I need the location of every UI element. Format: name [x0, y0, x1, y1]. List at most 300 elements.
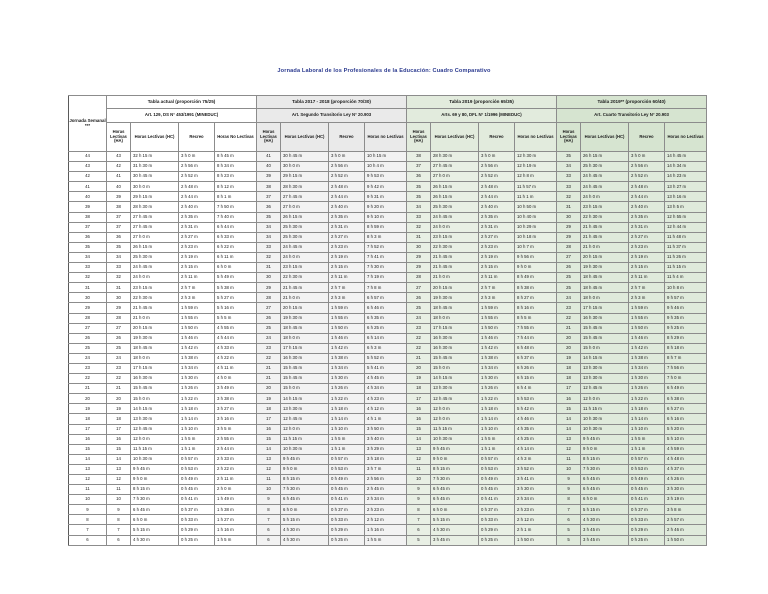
- cell-horas-no-lectivas: 3 h 30 m: [515, 485, 557, 495]
- cell-horas-lectivas-hc: 11 h 15 m: [281, 434, 329, 444]
- cell-horas-no-lectivas: 11 h 37 m: [665, 242, 707, 252]
- jornada-semanal-cell: 39: [69, 202, 107, 212]
- cell-recreo: 1 h 18 m: [329, 404, 365, 414]
- table-row: [69, 343, 707, 353]
- cell-horas-lectivas-ha: 29: [257, 283, 281, 293]
- cell-horas-no-lectivas: 8 h 7 m: [665, 353, 707, 363]
- cell-horas-lectivas-ha: 14: [557, 414, 581, 424]
- cell-horas-lectivas-ha: 9: [557, 475, 581, 485]
- cell-horas-no-lectivas: 8 h 29 m: [665, 333, 707, 343]
- cell-horas-no-lectivas: 6 h 16 m: [665, 414, 707, 424]
- cell-recreo: 1 h 1 m: [479, 444, 515, 454]
- cell-horas-no-lectivas: 8 h 34 m: [215, 162, 257, 172]
- cell-horas-lectivas-hc: 4 h 30 m: [131, 535, 179, 545]
- cell-horas-no-lectivas: 9 h 53 m: [365, 172, 407, 182]
- cell-horas-lectivas-ha: 7: [407, 515, 431, 525]
- cell-recreo: 1 h 18 m: [629, 404, 665, 414]
- cell-horas-lectivas-hc: 13 h 30 m: [281, 404, 329, 414]
- jornada-semanal-cell: 43: [69, 162, 107, 172]
- cell-recreo: 2 h 11 m: [329, 273, 365, 283]
- cell-recreo: 2 h 40 m: [179, 202, 215, 212]
- cell-horas-lectivas-hc: 24 h 0 m: [281, 252, 329, 262]
- cell-horas-no-lectivas: 10 h 50 m: [515, 202, 557, 212]
- cell-recreo: 2 h 15 m: [329, 263, 365, 273]
- cell-horas-lectivas-hc: 21 h 0 m: [131, 313, 179, 323]
- jornada-semanal-cell: 20: [69, 394, 107, 404]
- cell-horas-lectivas-hc: 21 h 45 m: [581, 232, 629, 242]
- table-row: [69, 232, 707, 242]
- cell-recreo: 2 h 40 m: [629, 202, 665, 212]
- cell-horas-no-lectivas: 3 h 27 m: [215, 404, 257, 414]
- cell-recreo: 1 h 50 m: [329, 323, 365, 333]
- cell-horas-lectivas-ha: 27: [257, 303, 281, 313]
- cell-horas-lectivas-hc: 4 h 30 m: [581, 515, 629, 525]
- cell-horas-lectivas-ha: 14: [107, 454, 131, 464]
- cell-horas-no-lectivas: 5 h 42 m: [515, 404, 557, 414]
- cell-horas-lectivas-ha: 27: [557, 252, 581, 262]
- cell-horas-no-lectivas: 9 h 35 m: [665, 313, 707, 323]
- cell-recreo: 0 h 57 m: [329, 454, 365, 464]
- cell-horas-lectivas-hc: 24 h 45 m: [431, 212, 479, 222]
- cell-horas-no-lectivas: 9 h 42 m: [365, 182, 407, 192]
- cell-horas-no-lectivas: 1 h 38 m: [215, 505, 257, 515]
- cell-horas-lectivas-hc: 16 h 30 m: [131, 374, 179, 384]
- cell-horas-no-lectivas: 13 h 5 m: [665, 202, 707, 212]
- cell-horas-lectivas-hc: 21 h 45 m: [431, 263, 479, 273]
- cell-horas-no-lectivas: 11 h 4 m: [665, 273, 707, 283]
- cell-recreo: 2 h 44 m: [629, 192, 665, 202]
- table-row: [69, 374, 707, 384]
- cell-horas-lectivas-hc: 6 h 0 m: [281, 505, 329, 515]
- cell-recreo: 1 h 38 m: [179, 353, 215, 363]
- cell-recreo: 1 h 38 m: [329, 353, 365, 363]
- cell-horas-lectivas-hc: 13 h 30 m: [431, 384, 479, 394]
- cell-horas-lectivas-hc: 24 h 45 m: [281, 242, 329, 252]
- cell-horas-no-lectivas: 8 h 12 m: [215, 182, 257, 192]
- table-row: [69, 485, 707, 495]
- cell-horas-lectivas-hc: 18 h 45 m: [431, 303, 479, 313]
- cell-recreo: 1 h 26 m: [329, 384, 365, 394]
- cell-horas-lectivas-ha: 22: [107, 374, 131, 384]
- cell-horas-no-lectivas: 6 h 3 m: [365, 343, 407, 353]
- cell-recreo: 2 h 52 m: [479, 172, 515, 182]
- cell-horas-lectivas-ha: 5: [407, 535, 431, 545]
- cell-horas-lectivas-hc: 21 h 0 m: [431, 273, 479, 283]
- cell-recreo: 1 h 5 m: [329, 434, 365, 444]
- cell-recreo: 2 h 40 m: [329, 202, 365, 212]
- cell-horas-lectivas-hc: 15 h 45 m: [281, 374, 329, 384]
- cell-horas-lectivas-hc: 15 h 45 m: [581, 333, 629, 343]
- cell-horas-no-lectivas: 7 h 40 m: [215, 212, 257, 222]
- cell-recreo: 0 h 57 m: [479, 454, 515, 464]
- cell-horas-lectivas-ha: 23: [257, 343, 281, 353]
- cell-horas-lectivas-hc: 30 h 45 m: [131, 172, 179, 182]
- jornada-semanal-cell: 38: [69, 212, 107, 222]
- cell-recreo: 1 h 5 m: [629, 434, 665, 444]
- cell-horas-lectivas-ha: 28: [557, 242, 581, 252]
- cell-horas-no-lectivas: 12 h 30 m: [515, 152, 557, 162]
- cell-horas-lectivas-ha: 26: [257, 313, 281, 323]
- cell-horas-lectivas-ha: 29: [557, 232, 581, 242]
- cell-horas-lectivas-hc: 19 h 30 m: [581, 263, 629, 273]
- cell-horas-no-lectivas: 5 h 10 m: [665, 434, 707, 444]
- cell-horas-no-lectivas: 1 h 5 m: [365, 535, 407, 545]
- cell-horas-lectivas-hc: 12 h 0 m: [431, 404, 479, 414]
- cell-recreo: 0 h 53 m: [629, 464, 665, 474]
- cell-recreo: 2 h 23 m: [179, 242, 215, 252]
- cell-horas-no-lectivas: 6 h 27 m: [665, 404, 707, 414]
- cell-horas-no-lectivas: 4 h 45 m: [365, 374, 407, 384]
- cell-horas-lectivas-hc: 17 h 15 m: [431, 323, 479, 333]
- cell-recreo: 1 h 46 m: [629, 333, 665, 343]
- cell-recreo: 2 h 56 m: [329, 162, 365, 172]
- group-subtitle-row: [69, 109, 707, 123]
- cell-recreo: 0 h 29 m: [329, 525, 365, 535]
- cell-recreo: 0 h 25 m: [479, 535, 515, 545]
- cell-recreo: 1 h 34 m: [329, 363, 365, 373]
- cell-horas-lectivas-ha: 9: [407, 495, 431, 505]
- cell-recreo: 1 h 38 m: [629, 353, 665, 363]
- jornada-semanal-cell: 14: [69, 454, 107, 464]
- cell-recreo: 2 h 52 m: [329, 172, 365, 182]
- cell-recreo: 0 h 33 m: [179, 515, 215, 525]
- cell-horas-lectivas-hc: 22 h 30 m: [131, 293, 179, 303]
- cell-horas-lectivas-ha: 19: [107, 404, 131, 414]
- jornada-semanal-cell: 32: [69, 273, 107, 283]
- cell-horas-lectivas-hc: 17 h 15 m: [281, 343, 329, 353]
- cell-horas-no-lectivas: 3 h 38 m: [215, 394, 257, 404]
- cell-horas-no-lectivas: 6 h 25 m: [365, 323, 407, 333]
- table-row: [69, 202, 707, 212]
- cell-horas-no-lectivas: 7 h 8 m: [365, 283, 407, 293]
- cell-horas-lectivas-hc: 8 h 15 m: [431, 464, 479, 474]
- cell-recreo: 0 h 57 m: [629, 454, 665, 464]
- cell-recreo: 1 h 30 m: [479, 374, 515, 384]
- cell-horas-lectivas-hc: 5 h 15 m: [431, 515, 479, 525]
- cell-recreo: 1 h 30 m: [179, 374, 215, 384]
- cell-horas-no-lectivas: 2 h 45 m: [365, 485, 407, 495]
- cell-horas-lectivas-hc: 9 h 45 m: [581, 434, 629, 444]
- cell-horas-lectivas-hc: 21 h 0 m: [581, 242, 629, 252]
- cell-recreo: 2 h 15 m: [179, 263, 215, 273]
- cell-horas-no-lectivas: 9 h 31 m: [365, 192, 407, 202]
- cell-recreo: 2 h 48 m: [629, 182, 665, 192]
- cell-recreo: 0 h 25 m: [629, 535, 665, 545]
- cell-horas-lectivas-hc: 9 h 0 m: [431, 454, 479, 464]
- cell-horas-lectivas-hc: 12 h 45 m: [581, 384, 629, 394]
- cell-recreo: 2 h 56 m: [179, 162, 215, 172]
- cell-horas-no-lectivas: 2 h 55 m: [215, 434, 257, 444]
- cell-horas-no-lectivas: 8 h 49 m: [515, 273, 557, 283]
- cell-horas-no-lectivas: 1 h 49 m: [215, 495, 257, 505]
- jornada-semanal-cell: 30: [69, 293, 107, 303]
- table-row: [69, 363, 707, 373]
- cell-recreo: 2 h 48 m: [479, 182, 515, 192]
- cell-horas-no-lectivas: 3 h 50 m: [365, 424, 407, 434]
- cell-horas-lectivas-hc: 26 h 15 m: [281, 212, 329, 222]
- cell-horas-lectivas-ha: 33: [557, 172, 581, 182]
- cell-horas-lectivas-hc: 28 h 30 m: [281, 182, 329, 192]
- cell-horas-lectivas-hc: 12 h 0 m: [131, 434, 179, 444]
- cell-horas-lectivas-ha: 37: [107, 222, 131, 232]
- cell-horas-lectivas-hc: 3 h 45 m: [431, 535, 479, 545]
- cell-horas-lectivas-hc: 3 h 45 m: [581, 535, 629, 545]
- cell-horas-lectivas-ha: 28: [407, 273, 431, 283]
- cell-horas-lectivas-hc: 5 h 15 m: [131, 525, 179, 535]
- table-row: [69, 495, 707, 505]
- cell-horas-no-lectivas: 6 h 44 m: [215, 222, 257, 232]
- cell-horas-no-lectivas: 2 h 12 m: [365, 515, 407, 525]
- cell-horas-no-lectivas: 6 h 0 m: [215, 263, 257, 273]
- group-subtitle-1: Art. 129, DS N° 453/1991 (MINEDUC): [107, 109, 257, 123]
- cell-recreo: 2 h 40 m: [479, 202, 515, 212]
- cell-horas-lectivas-ha: 35: [107, 242, 131, 252]
- table-row: [69, 424, 707, 434]
- cell-horas-lectivas-ha: 28: [257, 293, 281, 303]
- cell-recreo: 1 h 18 m: [479, 404, 515, 414]
- cell-horas-lectivas-hc: 30 h 0 m: [281, 162, 329, 172]
- cell-recreo: 1 h 30 m: [629, 374, 665, 384]
- cell-horas-lectivas-ha: 18: [107, 414, 131, 424]
- cell-horas-no-lectivas: 5 h 38 m: [215, 283, 257, 293]
- cell-horas-no-lectivas: 10 h 15 m: [365, 152, 407, 162]
- cell-horas-lectivas-ha: 16: [257, 424, 281, 434]
- cell-horas-lectivas-hc: 23 h 15 m: [431, 232, 479, 242]
- col-header-1-ha: Horas Lectivas (HA): [107, 123, 131, 152]
- cell-horas-no-lectivas: 4 h 34 m: [365, 384, 407, 394]
- cell-horas-no-lectivas: 2 h 33 m: [215, 454, 257, 464]
- cell-horas-lectivas-hc: 23 h 15 m: [281, 263, 329, 273]
- jornada-semanal-cell: 23: [69, 363, 107, 373]
- cell-horas-no-lectivas: 7 h 56 m: [665, 363, 707, 373]
- cell-recreo: 2 h 19 m: [179, 252, 215, 262]
- cell-horas-no-lectivas: 6 h 38 m: [665, 394, 707, 404]
- jornada-semanal-cell: 40: [69, 192, 107, 202]
- jornada-semanal-cell: 24: [69, 353, 107, 363]
- cell-horas-lectivas-ha: 35: [407, 182, 431, 192]
- table-body: [69, 152, 707, 546]
- cell-horas-lectivas-ha: 36: [257, 202, 281, 212]
- group-title-3: Tabla 2019 (proporción 65/35): [407, 96, 557, 109]
- cell-horas-lectivas-hc: 24 h 0 m: [431, 222, 479, 232]
- cell-horas-no-lectivas: 4 h 37 m: [665, 464, 707, 474]
- cell-horas-lectivas-hc: 28 h 30 m: [131, 202, 179, 212]
- cell-horas-lectivas-hc: 12 h 0 m: [281, 424, 329, 434]
- page-title: Jornada Laboral de los Profesionales de la Educación: Cuadro Comparativo: [277, 68, 491, 74]
- cell-recreo: 2 h 31 m: [629, 222, 665, 232]
- cell-horas-lectivas-ha: 17: [257, 414, 281, 424]
- cell-horas-lectivas-ha: 8: [257, 505, 281, 515]
- cell-horas-no-lectivas: 2 h 46 m: [665, 525, 707, 535]
- comparative-table-wrapper: [68, 95, 704, 546]
- cell-recreo: 2 h 3 m: [329, 293, 365, 303]
- cell-horas-no-lectivas: 4 h 22 m: [215, 353, 257, 363]
- cell-horas-lectivas-ha: 18: [407, 384, 431, 394]
- cell-horas-lectivas-ha: 24: [407, 313, 431, 323]
- cell-horas-no-lectivas: 3 h 29 m: [365, 444, 407, 454]
- cell-horas-no-lectivas: 6 h 11 m: [215, 252, 257, 262]
- group-title-row: [69, 96, 707, 109]
- jornada-semanal-cell: 36: [69, 232, 107, 242]
- cell-recreo: 1 h 10 m: [329, 424, 365, 434]
- cell-horas-lectivas-ha: 41: [107, 172, 131, 182]
- cell-horas-lectivas-hc: 21 h 45 m: [281, 283, 329, 293]
- cell-horas-lectivas-hc: 10 h 30 m: [281, 444, 329, 454]
- jornada-semanal-cell: 41: [69, 182, 107, 192]
- table-row: [69, 222, 707, 232]
- cell-horas-lectivas-ha: 23: [107, 363, 131, 373]
- cell-horas-lectivas-hc: 15 h 45 m: [431, 353, 479, 363]
- cell-recreo: 1 h 46 m: [329, 333, 365, 343]
- cell-horas-lectivas-ha: 40: [257, 162, 281, 172]
- cell-horas-lectivas-hc: 3 h 45 m: [581, 525, 629, 535]
- jornada-semanal-cell: 15: [69, 444, 107, 454]
- cell-horas-lectivas-hc: 28 h 30 m: [431, 152, 479, 162]
- cell-recreo: 0 h 45 m: [179, 485, 215, 495]
- cell-horas-lectivas-ha: 6: [407, 525, 431, 535]
- cell-horas-lectivas-hc: 21 h 45 m: [581, 222, 629, 232]
- cell-recreo: 1 h 50 m: [629, 323, 665, 333]
- cell-horas-lectivas-hc: 18 h 45 m: [281, 323, 329, 333]
- cell-horas-lectivas-ha: 35: [557, 152, 581, 162]
- cell-horas-lectivas-hc: 18 h 0 m: [431, 313, 479, 323]
- cell-recreo: 1 h 34 m: [479, 363, 515, 373]
- cell-horas-no-lectivas: 7 h 41 m: [365, 252, 407, 262]
- cell-recreo: 1 h 26 m: [629, 384, 665, 394]
- cell-horas-lectivas-hc: 17 h 15 m: [131, 363, 179, 373]
- cell-horas-lectivas-ha: 30: [107, 293, 131, 303]
- cell-horas-lectivas-ha: 18: [557, 374, 581, 384]
- cell-recreo: 2 h 23 m: [629, 242, 665, 252]
- cell-horas-lectivas-hc: 27 h 0 m: [431, 172, 479, 182]
- cell-recreo: 2 h 11 m: [179, 273, 215, 283]
- cell-horas-lectivas-hc: 11 h 15 m: [431, 424, 479, 434]
- cell-horas-lectivas-ha: 6: [107, 535, 131, 545]
- cell-horas-no-lectivas: 4 h 46 m: [515, 414, 557, 424]
- jornada-semanal-cell: 31: [69, 283, 107, 293]
- cell-horas-lectivas-hc: 24 h 0 m: [131, 273, 179, 283]
- table-row: [69, 444, 707, 454]
- cell-horas-lectivas-hc: 6 h 45 m: [131, 505, 179, 515]
- cell-horas-lectivas-ha: 36: [107, 232, 131, 242]
- table-row: [69, 394, 707, 404]
- col-header-3-recreo: Recreo: [479, 123, 515, 152]
- cell-horas-lectivas-ha: 21: [407, 353, 431, 363]
- cell-recreo: 2 h 44 m: [329, 192, 365, 202]
- cell-recreo: 0 h 29 m: [179, 525, 215, 535]
- cell-horas-no-lectivas: 13 h 27 m: [665, 182, 707, 192]
- cell-recreo: 0 h 33 m: [629, 515, 665, 525]
- cell-recreo: 1 h 42 m: [479, 343, 515, 353]
- cell-horas-lectivas-ha: 34: [407, 202, 431, 212]
- cell-horas-lectivas-ha: 11: [107, 485, 131, 495]
- cell-horas-lectivas-ha: 8: [407, 505, 431, 515]
- cell-horas-lectivas-ha: 5: [557, 525, 581, 535]
- cell-recreo: 1 h 42 m: [629, 343, 665, 353]
- cell-recreo: 0 h 37 m: [479, 505, 515, 515]
- cell-horas-lectivas-ha: 9: [407, 485, 431, 495]
- cell-recreo: 0 h 49 m: [629, 475, 665, 485]
- cell-recreo: 0 h 37 m: [179, 505, 215, 515]
- jornada-semanal-cell: 33: [69, 263, 107, 273]
- cell-recreo: 1 h 50 m: [479, 323, 515, 333]
- cell-recreo: 0 h 53 m: [179, 464, 215, 474]
- cell-recreo: 0 h 41 m: [179, 495, 215, 505]
- table-row: [69, 263, 707, 273]
- cell-recreo: 0 h 53 m: [329, 464, 365, 474]
- cell-recreo: 2 h 27 m: [629, 232, 665, 242]
- cell-horas-no-lectivas: 2 h 22 m: [215, 464, 257, 474]
- table-row: [69, 152, 707, 162]
- jornada-semanal-cell: 44: [69, 152, 107, 162]
- cell-horas-lectivas-ha: 13: [257, 454, 281, 464]
- cell-horas-lectivas-hc: 26 h 15 m: [431, 182, 479, 192]
- cell-horas-lectivas-hc: 19 h 30 m: [431, 293, 479, 303]
- cell-horas-lectivas-hc: 16 h 30 m: [281, 353, 329, 363]
- jornada-semanal-cell: 35: [69, 242, 107, 252]
- cell-horas-lectivas-ha: 9: [557, 485, 581, 495]
- cell-horas-no-lectivas: 3 h 30 m: [665, 485, 707, 495]
- cell-recreo: 1 h 22 m: [329, 394, 365, 404]
- cell-horas-lectivas-ha: 24: [107, 353, 131, 363]
- cell-horas-lectivas-hc: 12 h 45 m: [431, 394, 479, 404]
- cell-horas-no-lectivas: 8 h 59 m: [365, 222, 407, 232]
- cell-horas-lectivas-ha: 11: [257, 475, 281, 485]
- cell-horas-lectivas-hc: 22 h 30 m: [281, 273, 329, 283]
- cell-recreo: 1 h 22 m: [479, 394, 515, 404]
- cell-horas-lectivas-hc: 6 h 0 m: [581, 495, 629, 505]
- cell-horas-lectivas-ha: 33: [407, 212, 431, 222]
- cell-horas-lectivas-ha: 6: [557, 515, 581, 525]
- cell-horas-lectivas-ha: 11: [557, 454, 581, 464]
- cell-horas-lectivas-ha: 31: [407, 232, 431, 242]
- cell-recreo: 2 h 7 m: [629, 283, 665, 293]
- cell-horas-lectivas-ha: 13: [557, 434, 581, 444]
- cell-horas-lectivas-hc: 7 h 30 m: [131, 495, 179, 505]
- col-header-2-ha: Horas Lectivas (HA): [257, 123, 281, 152]
- jornada-semanal-cell: 42: [69, 172, 107, 182]
- cell-horas-lectivas-ha: 8: [107, 515, 131, 525]
- cell-horas-lectivas-ha: 33: [557, 182, 581, 192]
- cell-recreo: 0 h 41 m: [479, 495, 515, 505]
- cell-horas-lectivas-ha: 31: [557, 202, 581, 212]
- cell-horas-no-lectivas: 2 h 56 m: [365, 475, 407, 485]
- cell-horas-lectivas-hc: 4 h 30 m: [281, 535, 329, 545]
- jornada-semanal-cell: 26: [69, 333, 107, 343]
- cell-horas-lectivas-hc: 9 h 0 m: [581, 444, 629, 454]
- jornada-semanal-cell: 17: [69, 424, 107, 434]
- cell-horas-lectivas-hc: 24 h 45 m: [131, 263, 179, 273]
- cell-recreo: 1 h 14 m: [179, 414, 215, 424]
- cell-recreo: 2 h 35 m: [629, 212, 665, 222]
- cell-horas-lectivas-ha: 25: [557, 283, 581, 293]
- cell-horas-lectivas-hc: 19 h 30 m: [131, 333, 179, 343]
- cell-horas-lectivas-hc: 10 h 30 m: [581, 424, 629, 434]
- cell-horas-lectivas-ha: 33: [107, 263, 131, 273]
- cell-recreo: 0 h 33 m: [479, 515, 515, 525]
- cell-horas-no-lectivas: 8 h 5 m: [515, 313, 557, 323]
- cell-horas-no-lectivas: 5 h 52 m: [365, 353, 407, 363]
- cell-recreo: 1 h 10 m: [629, 424, 665, 434]
- table-row: [69, 454, 707, 464]
- cell-horas-no-lectivas: 1 h 16 m: [215, 525, 257, 535]
- table-row: [69, 172, 707, 182]
- cell-horas-lectivas-ha: 25: [257, 323, 281, 333]
- col-header-2-hc: Horas Lectivas (HC): [281, 123, 329, 152]
- col-header-4-nolectivas: Horas no Lectivas: [665, 123, 707, 152]
- cell-horas-no-lectivas: 7 h 50 m: [215, 202, 257, 212]
- cell-horas-lectivas-ha: 27: [107, 323, 131, 333]
